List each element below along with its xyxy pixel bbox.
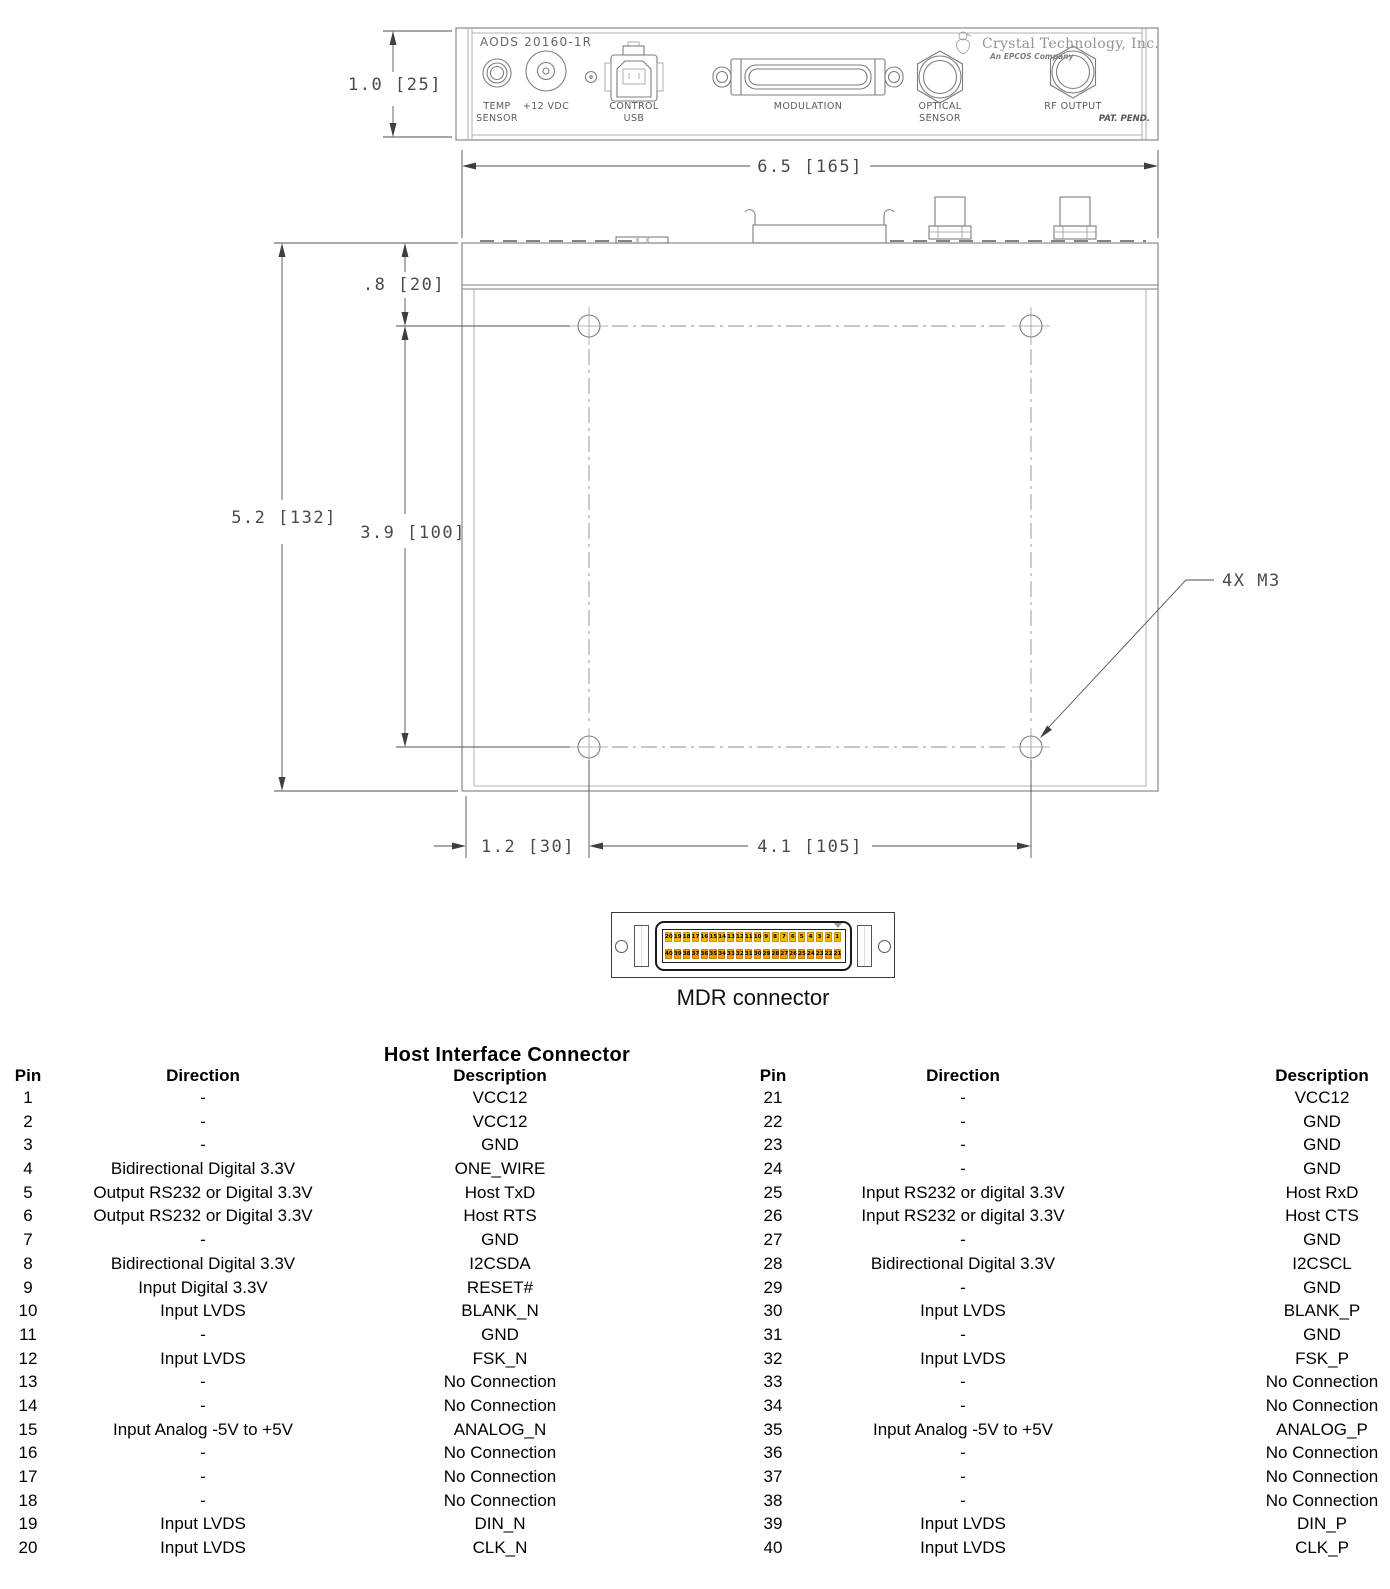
description-value: No Connection bbox=[443, 1490, 557, 1510]
direction-value: - bbox=[200, 1088, 206, 1107]
temp-sensor-label: TEMP bbox=[483, 101, 511, 112]
description-value: Host RxD bbox=[1285, 1182, 1359, 1202]
column-header-direction: Direction bbox=[926, 1066, 1000, 1085]
optical-top-profile bbox=[929, 197, 971, 239]
modulation-label: MODULATION bbox=[773, 101, 843, 112]
pin-table-right bbox=[0, 1088, 1390, 1562]
pin-number: 3 bbox=[23, 1135, 33, 1155]
pin-number: 19 bbox=[18, 1514, 38, 1534]
description-value: ONE_WIRE bbox=[454, 1159, 546, 1179]
direction-value: - bbox=[200, 1395, 206, 1415]
direction-value: Output RS232 or Digital 3.3V bbox=[93, 1182, 313, 1202]
description-value: Host CTS bbox=[1285, 1206, 1359, 1226]
mdr-left-ear bbox=[634, 925, 649, 967]
direction-value: Input LVDS bbox=[160, 1301, 246, 1321]
power-connector bbox=[526, 51, 566, 91]
pin-number: 22 bbox=[763, 1111, 783, 1131]
mdr-pin-36: 36 bbox=[700, 951, 709, 957]
pin-number: 9 bbox=[23, 1277, 33, 1297]
pin-number: 8 bbox=[23, 1253, 33, 1273]
pin-number: 10 bbox=[18, 1301, 38, 1321]
pin-number: 7 bbox=[23, 1230, 33, 1250]
mdr-top-profile bbox=[745, 210, 894, 243]
direction-value: - bbox=[960, 1277, 966, 1297]
direction-value: Input Analog -5V to +5V bbox=[872, 1419, 1054, 1439]
column-header-direction: Direction bbox=[166, 1066, 240, 1085]
mdr-pin-17: 17 bbox=[691, 934, 700, 940]
mdr-pin-21: 21 bbox=[833, 951, 842, 957]
direction-value: Input LVDS bbox=[920, 1538, 1006, 1558]
pin-number: 2 bbox=[23, 1111, 33, 1131]
temp-sensor-connector bbox=[483, 59, 511, 87]
description-value: CLK_P bbox=[1295, 1538, 1349, 1558]
mdr-pin-field bbox=[662, 929, 846, 963]
table-row bbox=[0, 1443, 1390, 1467]
mdr-left-screw-hole bbox=[615, 940, 628, 953]
rf-top-profile bbox=[1054, 197, 1096, 239]
description-value: GND bbox=[481, 1135, 519, 1155]
description-value: GND bbox=[1303, 1324, 1341, 1344]
description-value: BLANK_N bbox=[461, 1301, 539, 1321]
table-row bbox=[0, 1491, 1390, 1515]
mdr-connector-figure bbox=[611, 912, 895, 978]
mdr-pin-23: 23 bbox=[815, 951, 824, 957]
mdr-pin-32: 32 bbox=[736, 951, 744, 957]
description-value: GND bbox=[1303, 1111, 1341, 1131]
direction-value: Input LVDS bbox=[920, 1514, 1006, 1534]
mdr-pin-38: 38 bbox=[682, 951, 691, 957]
direction-value: - bbox=[960, 1111, 966, 1131]
table-row bbox=[0, 1230, 1390, 1254]
dim-panel-height-label: 1.0 [25] bbox=[348, 75, 442, 95]
pin-number: 32 bbox=[763, 1348, 783, 1368]
pin-number: 30 bbox=[763, 1301, 783, 1321]
dim-hole-span-depth bbox=[360, 326, 570, 747]
description-value: GND bbox=[481, 1324, 519, 1344]
dim-front-to-hole-label: .8 [20] bbox=[362, 275, 446, 295]
direction-value: - bbox=[960, 1230, 966, 1250]
table-row bbox=[0, 1325, 1390, 1349]
description-value: ANALOG_P bbox=[1276, 1419, 1368, 1439]
optical-label-2: SENSOR bbox=[919, 113, 961, 124]
direction-value: Input Analog -5V to +5V bbox=[112, 1419, 294, 1439]
led-indicator bbox=[586, 72, 597, 83]
pin-number: 36 bbox=[763, 1443, 783, 1463]
hole-callout bbox=[1040, 571, 1281, 738]
mounting-hole bbox=[570, 307, 608, 345]
direction-value: Input Digital 3.3V bbox=[138, 1277, 268, 1297]
direction-value: - bbox=[960, 1490, 966, 1510]
mdr-pin-31: 31 bbox=[744, 951, 753, 957]
power-label: +12 VDC bbox=[522, 101, 570, 112]
mdr-pin-2: 2 bbox=[826, 934, 831, 940]
pin-number: 28 bbox=[763, 1253, 783, 1273]
table-row bbox=[0, 1467, 1390, 1491]
patent-note: PAT. PEND. bbox=[1098, 114, 1150, 124]
direction-value: Input LVDS bbox=[160, 1514, 246, 1534]
description-value: DIN_P bbox=[1296, 1514, 1348, 1534]
dim-panel-height bbox=[348, 31, 452, 137]
mdr-pin-34: 34 bbox=[718, 951, 726, 957]
model-label: AODS 20160-1R bbox=[480, 35, 593, 49]
description-value: No Connection bbox=[1265, 1395, 1379, 1415]
table-row bbox=[0, 1254, 1390, 1278]
mdr-pin-5: 5 bbox=[799, 934, 804, 940]
table-row bbox=[0, 1135, 1390, 1159]
mdr-right-ear bbox=[857, 925, 872, 967]
description-value: VCC12 bbox=[472, 1088, 528, 1107]
description-value: GND bbox=[1303, 1159, 1341, 1179]
description-value: GND bbox=[1303, 1230, 1341, 1250]
description-value: No Connection bbox=[1265, 1443, 1379, 1463]
mdr-pin-15: 15 bbox=[709, 934, 718, 940]
description-value: Host RTS bbox=[463, 1206, 537, 1226]
pin-number: 29 bbox=[763, 1277, 783, 1297]
modulation-connector bbox=[713, 59, 903, 95]
mdr-pin-row-bottom bbox=[665, 949, 841, 959]
mdr-pin-22: 22 bbox=[824, 951, 833, 957]
mdr-pin-37: 37 bbox=[691, 951, 700, 957]
direction-value: - bbox=[960, 1088, 966, 1107]
direction-value: - bbox=[200, 1443, 206, 1463]
mdr-pin-26: 26 bbox=[789, 951, 797, 957]
direction-value: - bbox=[960, 1159, 966, 1179]
dim-body-depth bbox=[231, 243, 458, 791]
description-value: BLANK_P bbox=[1283, 1301, 1361, 1321]
mdr-pin-10: 10 bbox=[753, 934, 762, 940]
mdr-right-screw-hole bbox=[878, 940, 891, 953]
mdr-pin-7: 7 bbox=[782, 934, 786, 940]
description-value: FSK_N bbox=[472, 1348, 528, 1368]
pin-number: 25 bbox=[763, 1182, 783, 1202]
mdr-pin-1: 1 bbox=[835, 934, 840, 940]
table-row bbox=[0, 1183, 1390, 1207]
table-row bbox=[0, 1349, 1390, 1373]
direction-value: - bbox=[200, 1490, 206, 1510]
description-value: VCC12 bbox=[472, 1111, 528, 1131]
description-value: CLK_N bbox=[472, 1538, 528, 1558]
pin-number: 40 bbox=[763, 1538, 783, 1558]
pin-number: 21 bbox=[763, 1088, 783, 1107]
direction-value: - bbox=[960, 1135, 966, 1155]
direction-value: Output RS232 or Digital 3.3V bbox=[93, 1206, 313, 1226]
description-value: I2CSDA bbox=[469, 1253, 531, 1273]
description-value: No Connection bbox=[1265, 1372, 1379, 1392]
table-row bbox=[0, 1538, 1390, 1562]
description-value: GND bbox=[1303, 1277, 1341, 1297]
dim-hole-span-depth-label: 3.9 [100] bbox=[360, 523, 466, 543]
mdr-pin-18: 18 bbox=[682, 934, 691, 940]
pin-number: 33 bbox=[763, 1372, 783, 1392]
mdr-pin-13: 13 bbox=[727, 934, 735, 940]
mdr-pin-3: 3 bbox=[817, 934, 822, 940]
pin-number: 17 bbox=[18, 1467, 38, 1486]
usb-label: CONTROL bbox=[609, 101, 659, 112]
table-row bbox=[0, 1372, 1390, 1396]
direction-value: Input LVDS bbox=[920, 1301, 1006, 1321]
mdr-pin-12: 12 bbox=[736, 934, 744, 940]
direction-value: - bbox=[200, 1324, 206, 1344]
pin-number: 35 bbox=[763, 1419, 783, 1439]
direction-value: Bidirectional Digital 3.3V bbox=[870, 1253, 1056, 1273]
direction-value: - bbox=[200, 1111, 206, 1131]
direction-value: Input RS232 or digital 3.3V bbox=[861, 1182, 1065, 1202]
direction-value: - bbox=[200, 1372, 206, 1392]
rf-output-label: RF OUTPUT bbox=[1044, 101, 1102, 112]
column-header-description: Description bbox=[453, 1066, 547, 1085]
temp-sensor-label-2: SENSOR bbox=[476, 113, 518, 124]
usb-label-2: USB bbox=[623, 113, 645, 124]
description-value: No Connection bbox=[443, 1395, 557, 1415]
column-header-pin: Pin bbox=[14, 1066, 42, 1085]
logo-subtext: An EPCOS Company bbox=[990, 52, 1074, 61]
table-row bbox=[0, 1112, 1390, 1136]
table-row bbox=[0, 1514, 1390, 1538]
direction-value: - bbox=[200, 1135, 206, 1155]
direction-value: Input LVDS bbox=[160, 1538, 246, 1558]
pin-table-title: Host Interface Connector bbox=[383, 1044, 631, 1066]
dim-front-to-hole bbox=[363, 243, 445, 326]
hole-callout-label: 4X M3 bbox=[1222, 571, 1281, 591]
pin-number: 6 bbox=[23, 1206, 33, 1226]
mdr-pin-40: 40 bbox=[665, 951, 673, 957]
mdr-pin-25: 25 bbox=[798, 951, 806, 957]
mdr-pin-28: 28 bbox=[771, 951, 780, 957]
pin-number: 18 bbox=[18, 1490, 38, 1510]
pin-number: 16 bbox=[18, 1443, 38, 1463]
plan-view bbox=[462, 241, 1158, 791]
mdr-pin-20: 20 bbox=[665, 934, 673, 940]
description-value: No Connection bbox=[1265, 1490, 1379, 1510]
description-value: No Connection bbox=[443, 1443, 557, 1463]
pin-number: 37 bbox=[763, 1467, 783, 1486]
pin-number: 15 bbox=[18, 1419, 38, 1439]
pin-number: 5 bbox=[23, 1182, 33, 1202]
mdr-pin-8: 8 bbox=[773, 934, 777, 940]
pin-number: 13 bbox=[18, 1372, 38, 1392]
pin-number: 38 bbox=[763, 1490, 783, 1510]
dim-hole-span-width-label: 4.1 [105] bbox=[757, 837, 863, 857]
pin-number: 14 bbox=[18, 1395, 38, 1415]
pin-number: 34 bbox=[763, 1395, 783, 1415]
table-row bbox=[0, 1420, 1390, 1444]
pin-number: 26 bbox=[763, 1206, 783, 1226]
usb-connector bbox=[605, 42, 663, 101]
description-value: I2CSCL bbox=[1292, 1253, 1352, 1273]
mdr-pin-33: 33 bbox=[727, 951, 735, 957]
pin-number: 31 bbox=[763, 1324, 783, 1344]
description-value: No Connection bbox=[1265, 1467, 1379, 1486]
mounting-hole bbox=[1012, 307, 1050, 345]
pin-number: 1 bbox=[23, 1088, 33, 1107]
direction-value: - bbox=[960, 1324, 966, 1344]
description-value: GND bbox=[481, 1230, 519, 1250]
top-profile-connectors bbox=[616, 197, 1096, 243]
mdr-pin1-marker-icon bbox=[834, 923, 842, 928]
direction-value: - bbox=[960, 1395, 966, 1415]
optical-sensor-connector bbox=[918, 51, 963, 103]
pin-number: 12 bbox=[18, 1348, 38, 1368]
mdr-pin-35: 35 bbox=[709, 951, 718, 957]
optical-label: OPTICAL bbox=[918, 101, 962, 112]
mdr-pin-9: 9 bbox=[764, 934, 769, 940]
dim-edge-to-hole-label: 1.2 [30] bbox=[481, 837, 575, 857]
mdr-pin-16: 16 bbox=[700, 934, 709, 940]
description-value: GND bbox=[1303, 1135, 1341, 1155]
mdr-pin-30: 30 bbox=[753, 951, 762, 957]
table-row bbox=[0, 1088, 1390, 1112]
pin-table-headers bbox=[0, 1066, 1390, 1086]
pin-number: 39 bbox=[763, 1514, 783, 1534]
direction-value: - bbox=[200, 1467, 206, 1486]
mdr-pin-39: 39 bbox=[673, 951, 682, 957]
description-value: No Connection bbox=[443, 1372, 557, 1392]
pin-number: 24 bbox=[763, 1159, 783, 1179]
logo-text: Crystal Technology, Inc. bbox=[982, 36, 1160, 52]
direction-value: - bbox=[960, 1467, 966, 1486]
description-value: No Connection bbox=[443, 1467, 557, 1486]
mdr-pin-27: 27 bbox=[780, 951, 789, 957]
direction-value: Input LVDS bbox=[920, 1348, 1006, 1368]
description-value: DIN_N bbox=[474, 1514, 526, 1534]
pin-number: 23 bbox=[763, 1135, 783, 1155]
mdr-pin-4: 4 bbox=[808, 934, 813, 940]
mdr-pin-14: 14 bbox=[718, 934, 726, 940]
mdr-pin-row-top bbox=[665, 932, 841, 942]
dim-bottom-row bbox=[434, 760, 1031, 858]
table-row bbox=[0, 1396, 1390, 1420]
mdr-caption: MDR connector bbox=[676, 985, 830, 1010]
table-row bbox=[0, 1278, 1390, 1302]
mdr-pin-6: 6 bbox=[790, 934, 795, 940]
description-value: VCC12 bbox=[1294, 1088, 1350, 1107]
description-value: FSK_P bbox=[1295, 1348, 1349, 1368]
direction-value: Input RS232 or digital 3.3V bbox=[861, 1206, 1065, 1226]
column-header-description: Description bbox=[1275, 1066, 1369, 1085]
direction-value: Input LVDS bbox=[160, 1348, 246, 1368]
description-value: ANALOG_N bbox=[453, 1419, 547, 1439]
mdr-pin-19: 19 bbox=[673, 934, 682, 940]
direction-value: - bbox=[960, 1372, 966, 1392]
dim-body-depth-label: 5.2 [132] bbox=[231, 508, 337, 528]
table-row bbox=[0, 1159, 1390, 1183]
description-value: RESET# bbox=[466, 1277, 534, 1297]
direction-value: - bbox=[200, 1230, 206, 1250]
front-panel-view bbox=[456, 28, 1159, 140]
direction-value: Bidirectional Digital 3.3V bbox=[110, 1253, 296, 1273]
mdr-pin-11: 11 bbox=[744, 934, 753, 940]
description-value: Host TxD bbox=[464, 1182, 536, 1202]
company-logo bbox=[957, 32, 1159, 61]
table-row bbox=[0, 1301, 1390, 1325]
pin-number: 20 bbox=[18, 1538, 38, 1558]
column-header-pin: Pin bbox=[759, 1066, 787, 1085]
pin-number: 4 bbox=[23, 1159, 33, 1179]
pin-number: 11 bbox=[19, 1324, 37, 1344]
dim-overall-width-label: 6.5 [165] bbox=[757, 157, 863, 177]
mdr-pin-24: 24 bbox=[807, 951, 815, 957]
table-row bbox=[0, 1206, 1390, 1230]
pin-number: 27 bbox=[763, 1230, 783, 1250]
direction-value: - bbox=[960, 1443, 966, 1463]
direction-value: Bidirectional Digital 3.3V bbox=[110, 1159, 296, 1179]
mdr-pin-29: 29 bbox=[762, 951, 771, 957]
